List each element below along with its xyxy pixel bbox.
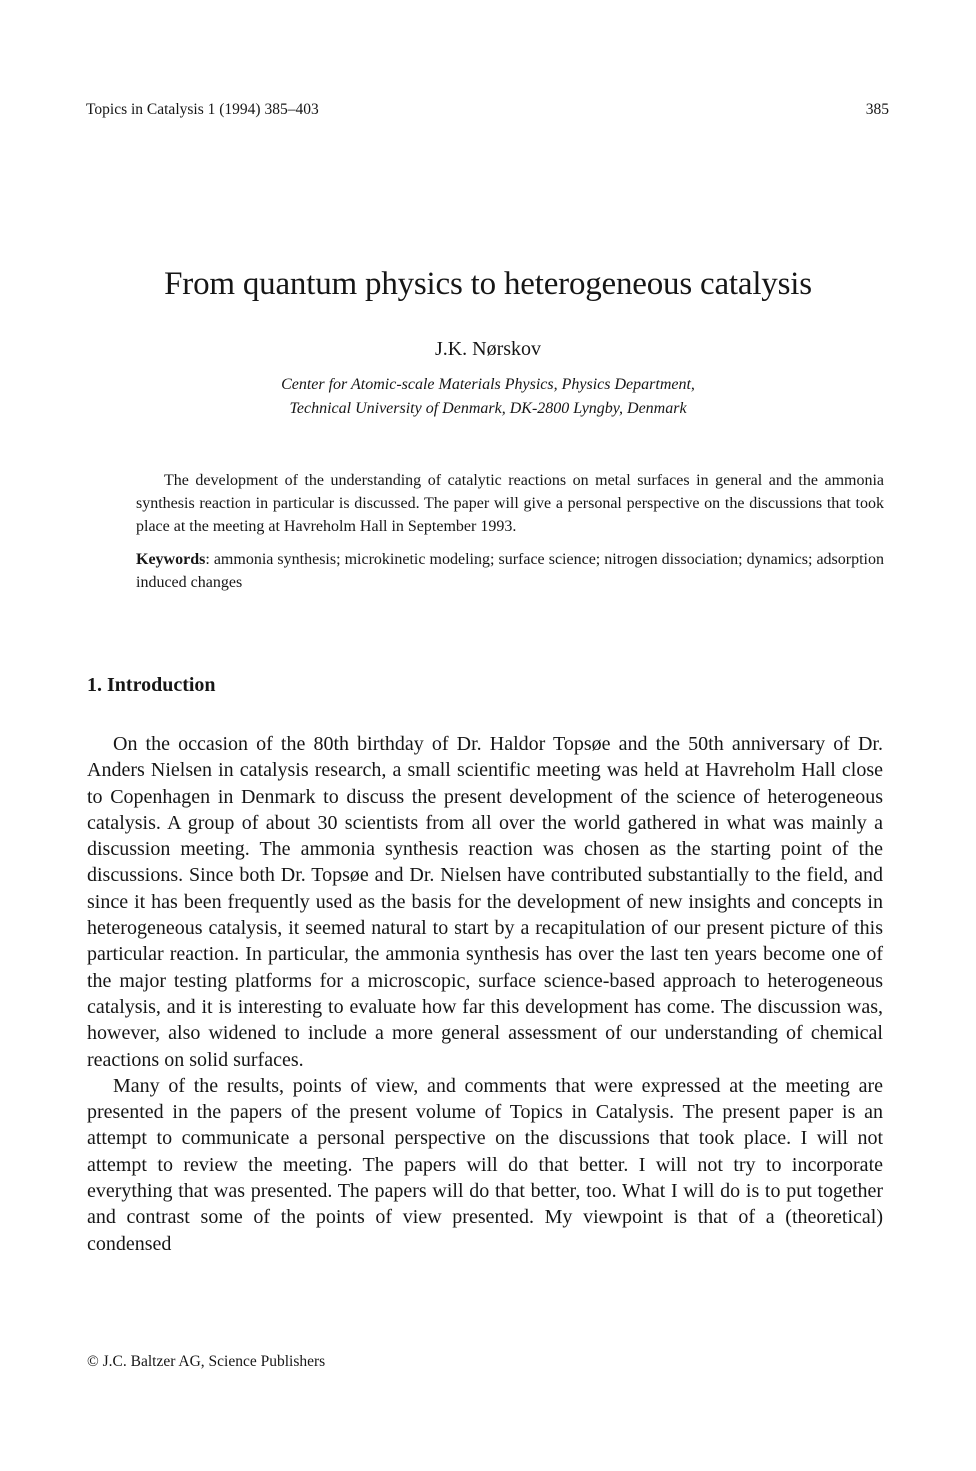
paragraph-1: On the occasion of the 80th birthday of Dr. Haldor Topsøe and the 50th anniversary of Dr. Anders Nielsen in catalysis research, a small scientific meeting was held at Havreholm Hall close to Copenhagen in Denmark to discuss the present development of the science of heterogeneous catalysis. A group of about 30 scientists from all over the world gathered in what was mainly a discussion meeting. The ammonia synthesis reaction was chosen as the starting point of the discussions. Since both Dr. Topsøe and Dr. Nielsen have contributed substantially to the field, and since it has been frequently used as the basis for the development of new insights and concepts in heterogeneous catalysis, it seemed natural to start by a recapitulation of our present picture of this particular reaction. In particular, the ammonia synthesis has over the last ten years become one of the major testing platforms for a microscopic, surface science-based approach to heterogeneous catalysis, and it is interesting to evaluate how far this development has come. The discussion was, however, also widened to include a more general assessment of our understanding of chemical reactions on solid surfaces. — [87, 733, 883, 1071]
article-title: From quantum physics to heterogeneous catalysis — [164, 266, 812, 302]
running-head — [86, 101, 889, 119]
keywords — [136, 548, 884, 594]
page-number: 385 — [865, 101, 889, 118]
abstract-text: The development of the understanding of catalytic reactions on metal surfaces in general and the ammonia synthesis reaction in particular is discussed. The paper will give a personal perspective on the discussions that took place at the meeting at Havreholm Hall in September 1993. — [136, 472, 884, 535]
copyright-notice: © J.C. Baltzer AG, Science Publishers — [87, 1353, 326, 1370]
keywords-list: : ammonia synthesis; microkinetic modeling; surface science; nitrogen dissociation; dynamics; adsorption induced changes — [136, 551, 884, 591]
body-text — [87, 731, 883, 1257]
affiliation-line-2: Technical University of Denmark, DK-2800 Lyngby, Denmark — [289, 400, 687, 417]
author-affiliation — [0, 373, 976, 421]
abstract — [136, 469, 884, 594]
paragraph-2: Many of the results, points of view, and comments that were expressed at the meeting are presented in the papers of the present volume of Topics in Catalysis. The present paper is an attempt to communicate a personal perspective on the discussions that took place. I will not attempt to review the meeting. The papers will do that better. I will not try to incorporate everything that was presented. The papers will do that better, too. What I will do is to put together and contrast some of the points of view presented. My viewpoint is that of a (theoretical) condensed — [87, 1074, 883, 1255]
journal-citation: Topics in Catalysis 1 (1994) 385–403 — [86, 101, 319, 118]
author-name: J.K. Nørskov — [434, 338, 542, 360]
keywords-label: Keywords — [136, 551, 206, 568]
section-heading: 1. Introduction — [87, 674, 216, 696]
affiliation-line-1: Center for Atomic-scale Materials Physics, Physics Department, — [281, 376, 695, 393]
